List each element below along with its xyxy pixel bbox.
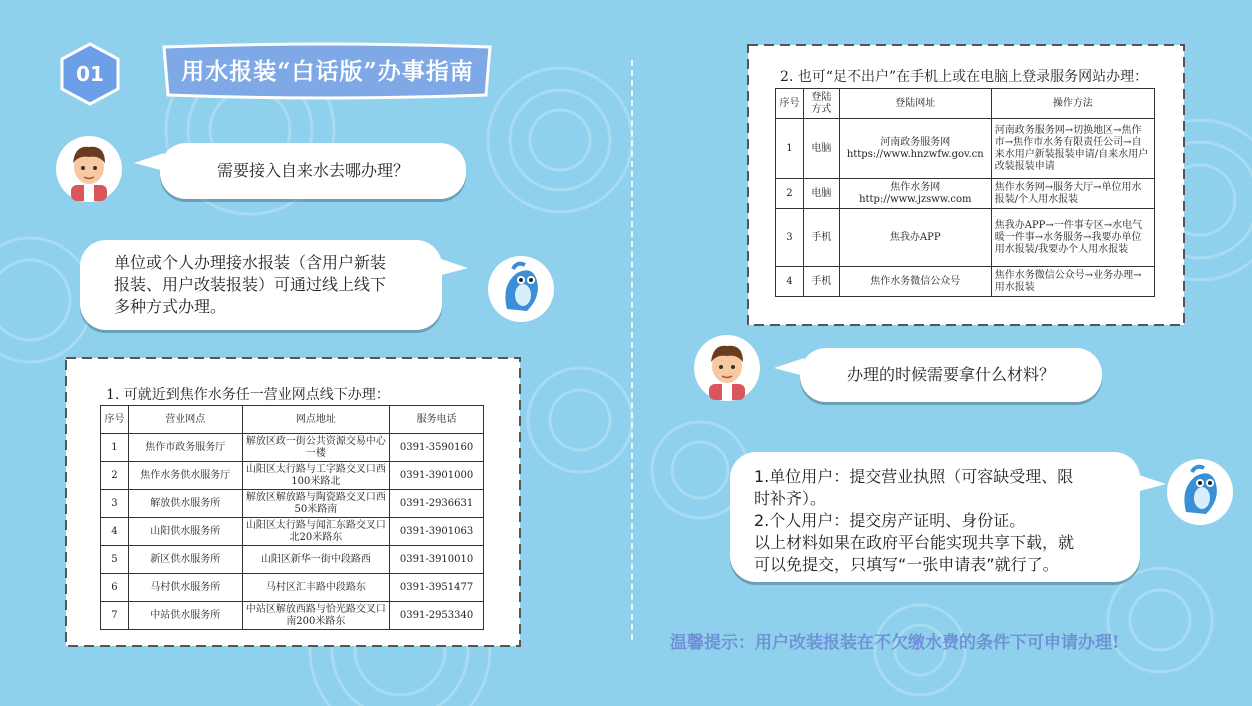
section-number: 01 [76,62,104,86]
warm-tip: 温馨提示：用户改装报装在不欠缴水费的条件下可申请办理! [670,633,1120,653]
table-row: 2 电脑 焦作水务网 http://www.jzsww.com 焦作水务网→服务大厅→单位用水报装/个人用水报装 [776,179,1155,209]
online-table [775,88,1155,297]
header-cell: 登陆方式 [803,89,839,119]
header-cell: 网点地址 [242,406,390,434]
table-row: 4 山阳供水服务所 山阳区太行路与闻汇东路交叉口北20米路东 0391-3901063 [101,518,484,546]
bubble-tail [1136,472,1166,494]
table-row: 3 手机 焦我办APP 焦我办APP→一件事专区→水电气暖一件事→水务服务→我要办单位用水报装/我要办个人用水报装 [776,209,1155,267]
table-row: 2 焦作水务供水服务厅 山阳区太行路与工字路交叉口西100米路北 0391-3901000 [101,462,484,490]
table-row: 5 新区供水服务所 山阳区新华一街中段路西 0391-3910010 [101,546,484,574]
bubble-tail [438,256,468,278]
header-cell: 序号 [101,406,129,434]
dolphin-mascot-icon [487,255,555,323]
table-row: 6 马村供水服务所 马村区汇丰路中段路东 0391-3951477 [101,574,484,602]
answer-bubble-2 [730,452,1140,582]
table-row: 4 手机 焦作水务微信公众号 焦作水务微信公众号→业务办理→用水报装 [776,267,1155,297]
question-text-1: 需要接入自来水去哪办理？ [216,161,409,180]
header-cell: 序号 [776,89,804,119]
dolphin-mascot-icon [1166,458,1234,526]
online-title: 2. 也可“足不出户”在手机上或在电脑上登录服务网站办理： [780,69,1149,85]
center-divider [631,60,633,640]
question-bubble-1 [160,143,466,199]
header-cell: 操作方法 [991,89,1154,119]
question-bubble-2 [800,348,1102,402]
question-text-2: 办理的时候需要拿什么材料？ [846,365,1055,384]
boy-avatar-icon [693,334,761,402]
table-row: 7 中站供水服务所 中站区解放西路与恰光路交叉口南200米路东 0391-2953340 [101,602,484,630]
boy-avatar-icon [55,135,123,203]
table-row: 1 焦作市政务服务厅 解放区政一街公共资源交易中心一楼 0391-3590160 [101,434,484,462]
page-title: 用水报装“白话版”办事指南 [181,58,474,85]
answer-text-1: 单位或个人办理接水报装（含用户新装 报装、用户改装报装）可通过线上线下 多种方式办理。 [114,253,387,316]
header-cell: 登陆网址 [839,89,991,119]
offline-title: 1. 可就近到焦作水务任一营业网点线下办理： [106,387,390,403]
table-row: 1 电脑 河南政务服务网 https://www.hnzwfw.gov.cn 河南政务服务网→切换地区→焦作市→焦作市水务有限责任公司→自来水用户新装报装申请/自来水用户改装报装申请 [776,119,1155,179]
header-cell: 服务电话 [390,406,484,434]
answer-text-2: 1.单位用户：提交营业执照（可容缺受理、限 时补齐）。 2.个人用户：提交房产证明、身份证。 以上材料如果在政府平台能实现共享下载，就 可以免提交，只填写“一张申请表”就行了。 [754,467,1075,574]
answer-bubble-1 [80,240,442,330]
header-cell: 营业网点 [128,406,242,434]
table-row: 3 解放供水服务所 解放区解放路与陶瓷路交叉口西50米路南 0391-2936631 [101,490,484,518]
offline-table [100,405,484,630]
